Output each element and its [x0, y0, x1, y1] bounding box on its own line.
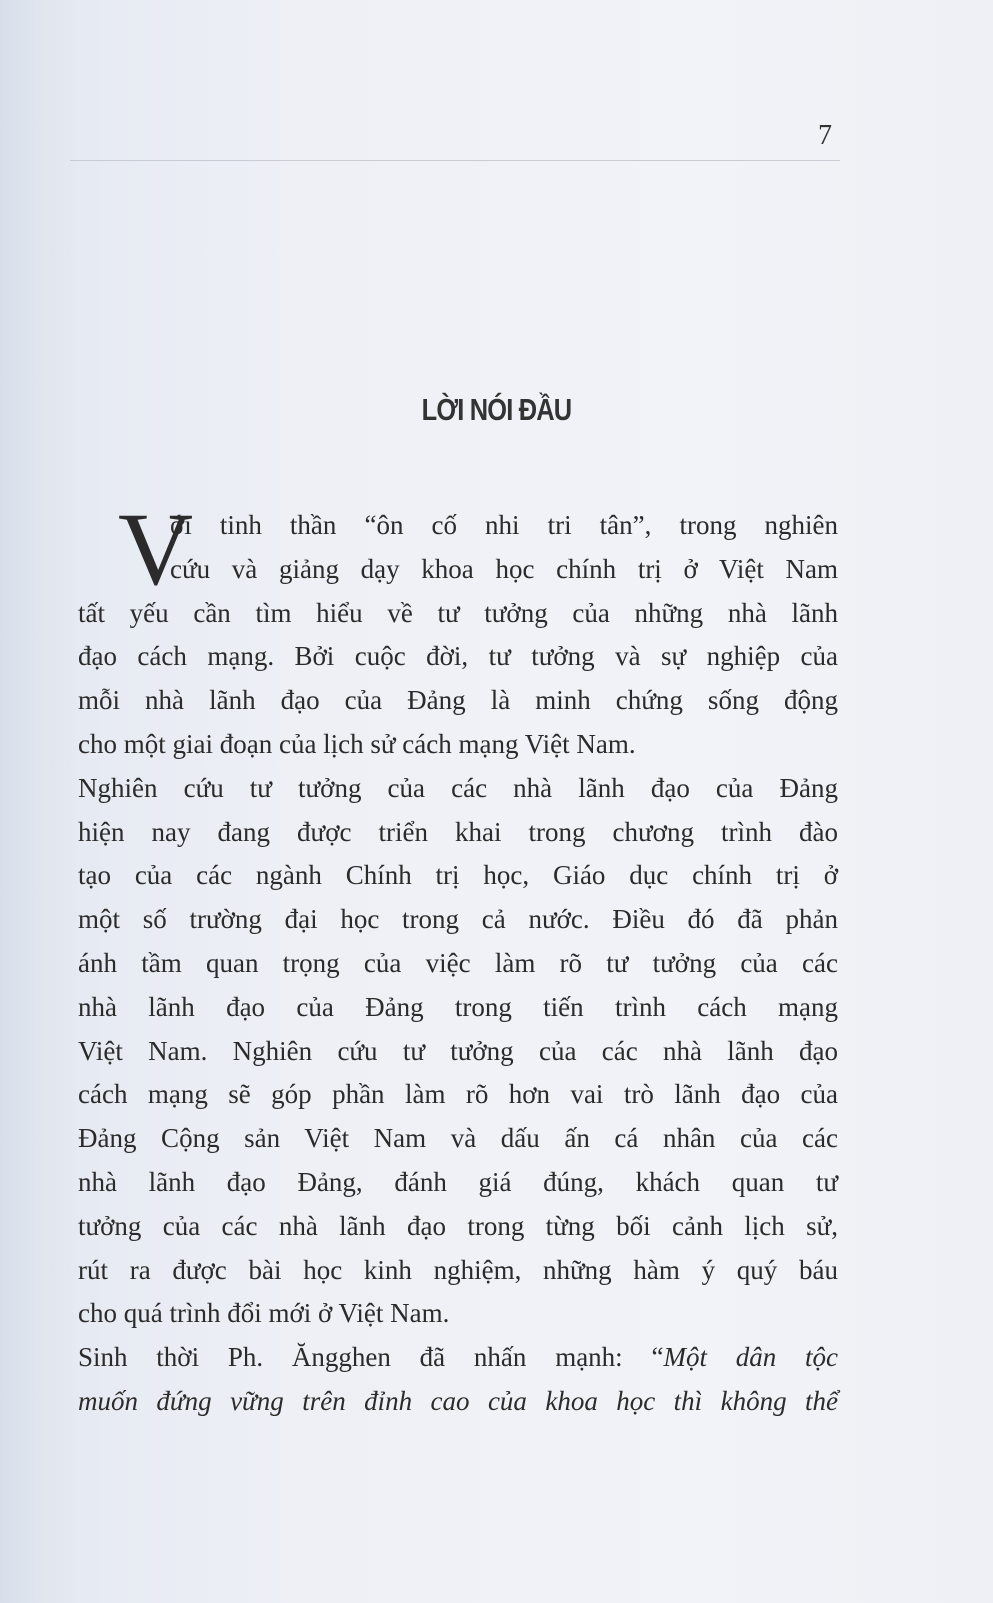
text-line: Việt Nam. Nghiên cứu tư tưởng của các nhà lãnh đạo: [78, 1035, 838, 1066]
quote-text: Một dân tộc: [663, 1342, 838, 1373]
text-line: ới tinh thần “ôn cố nhi tri tân”, trong nghiên: [170, 510, 838, 540]
text-line: nhà lãnh đạo của Đảng trong tiến trình cách mạng: [78, 991, 838, 1022]
text-line: tưởng của các nhà lãnh đạo trong từng bối cảnh lịch sử,: [78, 1210, 838, 1241]
text-line: tất yếu cần tìm hiểu về tư tưởng của những nhà lãnh: [78, 597, 838, 628]
header-rule: [70, 160, 840, 161]
paragraph-3: [78, 1336, 838, 1424]
page-number: 7: [818, 120, 832, 151]
paragraph-1: [78, 504, 838, 767]
text-line: đạo cách mạng. Bởi cuộc đời, tư tưởng và sự nghiệp của: [78, 641, 838, 672]
paragraph-2: [78, 767, 838, 1336]
text-line: hiện nay đang được triển khai trong chương trình đào: [78, 816, 838, 847]
text-line: mỗi nhà lãnh đạo của Đảng là minh chứng sống động: [78, 685, 838, 716]
quote-line: muốn đứng vững trên đỉnh cao của khoa học thì không thể: [78, 1385, 838, 1416]
text-line: cách mạng sẽ góp phần làm rõ hơn vai trò lãnh đạo của: [78, 1079, 838, 1110]
text-line: [78, 1336, 838, 1380]
text-line: nhà lãnh đạo Đảng, đánh giá đúng, khách quan tư: [78, 1166, 838, 1197]
drop-cap: V: [118, 492, 194, 607]
text-line: cho quá trình đổi mới ở Việt Nam.: [78, 1298, 450, 1329]
text-line: tạo của các ngành Chính trị học, Giáo dục chính trị ở: [78, 860, 838, 891]
text-line: cho một giai đoạn của lịch sử cách mạng Việt Nam.: [78, 728, 636, 759]
text-line: Nghiên cứu tư tưởng của các nhà lãnh đạo của Đảng: [78, 772, 838, 803]
chapter-title: LỜI NÓI ĐẦU: [421, 392, 572, 427]
text-line: rút ra được bài học kinh nghiệm, những hàm ý quý báu: [78, 1254, 838, 1285]
text-line: cứu và giảng dạy khoa học chính trị ở Việt Nam: [170, 553, 838, 584]
body-text: [78, 504, 838, 1424]
text-line: ánh tầm quan trọng của việc làm rõ tư tưởng của các: [78, 947, 838, 978]
text-line: Đảng Cộng sản Việt Nam và dấu ấn cá nhân của các: [78, 1123, 838, 1154]
text-run: Sinh thời Ph. Ăngghen đã nhấn mạnh: “: [78, 1342, 664, 1373]
text-line: một số trường đại học trong cả nước. Điều đó đã phản: [78, 904, 838, 935]
